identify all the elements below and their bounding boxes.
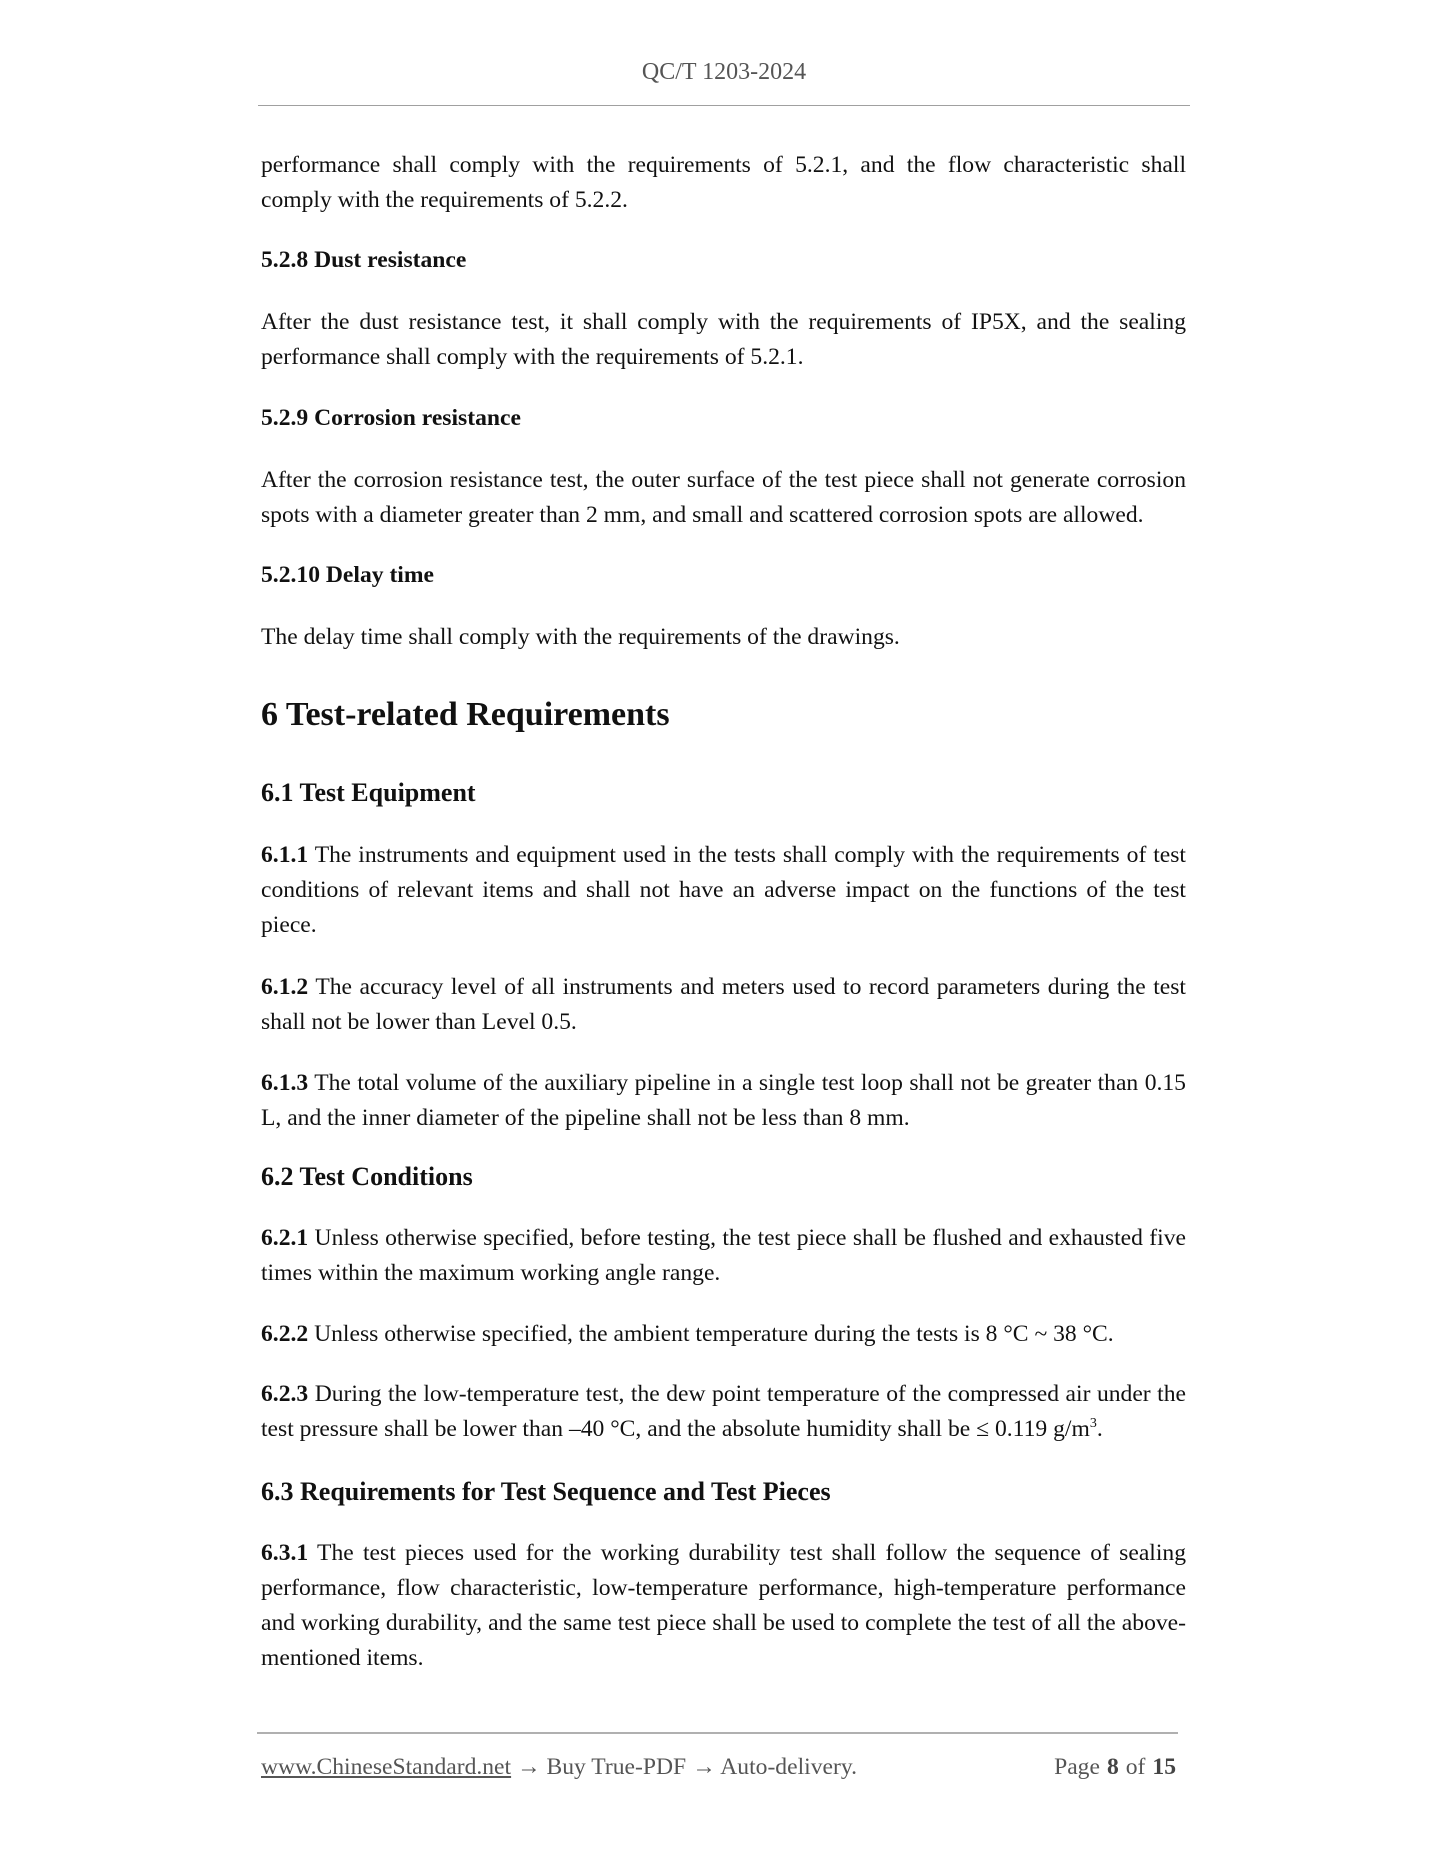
clause-number: 6.3.1 [261,1540,309,1566]
page-label: Page [1054,1754,1100,1780]
section-6-3-heading: 6.3 Requirements for Test Sequence and Test Pieces [261,1477,831,1506]
clause-5-2-9-body [261,463,1186,533]
paragraph-6-1-2 [261,970,1186,1040]
continuation-paragraph [261,148,1186,218]
footer-promo [261,1752,857,1782]
clause-text: The test pieces used for the working durability test shall follow the sequence of sealing performance, flow characteristic, low-temperature performance, high-temperature performance and working durability, and the same test piece shall be used to complete the test of all the above-mentioned items. [261,1540,1186,1671]
clause-6-1-3 [261,1066,1186,1136]
clause-number: 6.1.3 [261,1070,309,1096]
clause-text: During the low-temperature test, the dew point temperature of the compressed air under the test pressure shall be lower than –40 °C, and the absolute humidity shall be ≤ 0.119 g/m [261,1381,1186,1442]
superscript-cubed: 3 [1089,1416,1097,1431]
clause-5-2-9-heading [261,401,1186,436]
paragraph-6-2-3 [261,1377,1186,1447]
heading-5-2-9: 5.2.9 Corrosion resistance [261,405,521,431]
clause-text: The total volume of the auxiliary pipeline in a single test loop shall not be greater than 0.15 L, and the inner diameter of the pipeline shall not be less than 8 mm. [261,1070,1186,1131]
clause-6-1-2 [261,970,1186,1040]
clause-number: 6.2.3 [261,1381,309,1407]
paragraph-6-2-1 [261,1221,1186,1291]
clause-text: Unless otherwise specified, before testing, the test piece shall be flushed and exhausted five times within the maximum working angle range. [261,1225,1186,1286]
total-pages: 15 [1152,1754,1176,1780]
clause-5-2-10-heading [261,558,1186,593]
section-6-1-heading-block [261,775,1186,811]
buy-pdf-text: Buy True-PDF [546,1754,687,1780]
clause-5-2-8-heading [261,243,1186,278]
footer-divider [257,1732,1178,1734]
section-6-2-heading-block [261,1159,1186,1195]
clause-6-2-1 [261,1221,1186,1291]
chapter-6-heading: 6 Test-related Requirements [261,696,670,733]
current-page: 8 [1106,1754,1119,1780]
clause-number: 6.2.1 [261,1225,309,1251]
clause-number: 6.1.2 [261,974,309,1000]
clause-5-2-10-body [261,620,1186,655]
section-6-2-heading: 6.2 Test Conditions [261,1162,473,1191]
auto-delivery-text: Auto-delivery. [720,1754,857,1780]
paragraph-6-1-1 [261,838,1186,943]
heading-5-2-8: 5.2.8 Dust resistance [261,247,467,273]
chapter-6-heading-block [261,693,1186,737]
chinesestandard-link[interactable]: www.ChineseStandard.net [261,1754,512,1780]
clause-text: Unless otherwise specified, the ambient temperature during the tests is 8 °C ~ 38 °C. [314,1321,1114,1347]
clause-number: 6.2.2 [261,1321,309,1347]
paragraph-text: performance shall comply with the requirements of 5.2.1, and the flow characteristic shall comply with the requirements of 5.2.2. [261,152,1186,213]
heading-5-2-10: 5.2.10 Delay time [261,562,434,588]
page-of-label: of [1125,1754,1146,1780]
clause-6-2-3 [261,1377,1186,1447]
clause-tail: . [1096,1416,1103,1442]
paragraph-5-2-8: After the dust resistance test, it shall comply with the requirements of IP5X, and the sealing performance shall comply with the requirements of 5.2.1. [261,309,1186,370]
clause-6-2-2 [261,1317,1186,1352]
arrow-right-icon: → [517,1754,541,1780]
clause-6-3-1 [261,1536,1186,1676]
arrow-right-icon: → [692,1754,716,1780]
paragraph-6-1-3 [261,1066,1186,1136]
section-6-1-heading: 6.1 Test Equipment [261,778,476,807]
clause-text: The accuracy level of all instruments and meters used to record parameters during the test shall not be lower than Level 0.5. [261,974,1186,1035]
clause-number: 6.1.1 [261,842,309,868]
paragraph-6-3-1 [261,1536,1186,1676]
clause-6-1-1 [261,838,1186,943]
clause-5-2-8-body [261,305,1186,375]
clause-text: The instruments and equipment used in the tests shall comply with the requirements of test conditions of relevant items and shall not have an adverse impact on the functions of the test piece. [261,842,1186,938]
paragraph-6-2-2 [261,1317,1186,1352]
page-number [1054,1752,1176,1782]
document-id-header: QC/T 1203-2024 [641,59,807,85]
header-divider [258,105,1190,106]
section-6-3-heading-block [261,1474,1186,1510]
paragraph-5-2-10: The delay time shall comply with the requirements of the drawings. [261,624,900,650]
paragraph-5-2-9: After the corrosion resistance test, the outer surface of the test piece shall not generate corrosion spots with a diameter greater than 2 mm, and small and scattered corrosion spots are allowed. [261,467,1186,528]
